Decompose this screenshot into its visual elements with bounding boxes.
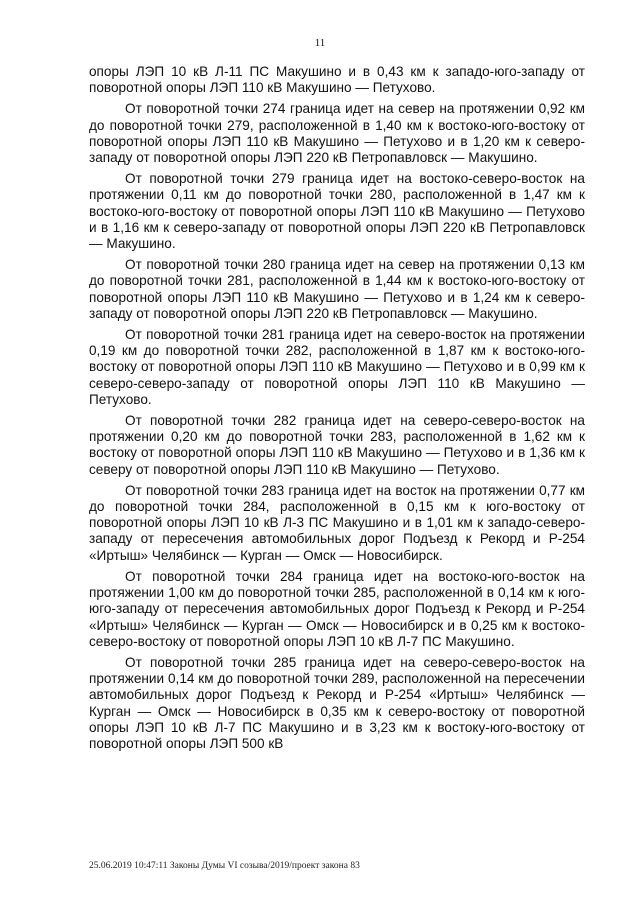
- paragraph: От поворотной точки 282 граница идет на северо-северо-восток на протяжении 0,20 км до поворотной точки 283, расположенной в 1,62 км к востоку от поворотной опоры ЛЭП 110 кВ Макушино — Петухово и в 1,36 км к северу от поворотной опоры ЛЭП 110 кВ Макушино — Петухово.: [89, 413, 585, 477]
- paragraph: От поворотной точки 274 граница идет на север на протяжении 0,92 км до поворотной точки 279, расположенной в 1,40 км к востоко-юго-востоку от поворотной опоры ЛЭП 110 кВ Макушино — Петухово и в 1,20 км к северо-западу от поворотной опоры ЛЭП 220 кВ Петропавловск — Макушино.: [89, 101, 585, 166]
- document-footer: 25.06.2019 10:47:11 Законы Думы VI созыва/2019/проект закона 83: [89, 861, 360, 871]
- paragraph: От поворотной точки 279 граница идет на востоко-северо-восток на протяжении 0,11 км до поворотной точки 280, расположенной в 1,47 км к востоко-юго-востоку от поворотной опоры ЛЭП 110 кВ Макушино — Петухово и в 1,16 км к северо-западу от поворотной опоры ЛЭП 220 кВ Петропавловск — Макушино.: [89, 171, 585, 252]
- paragraph: От поворотной точки 280 граница идет на север на протяжении 0,13 км до поворотной точки 281, расположенной в 1,44 км к востоко-юго-востоку от поворотной опоры ЛЭП 110 кВ Макушино — Петухово и в 1,24 км к северо-западу от поворотной опоры ЛЭП 220 кВ Петропавловск — Макушино.: [89, 257, 585, 321]
- paragraph: От поворотной точки 281 граница идет на северо-восток на протяжении 0,19 км до поворотной точки 282, расположенной в 1,87 км к востоко-юго-востоку от поворотной опоры ЛЭП 110 кВ Макушино — Петухово и в 0,99 км к северо-северо-западу от поворотной опоры ЛЭП 110 кВ Макушино — Петухово.: [89, 327, 585, 407]
- paragraph: От поворотной точки 285 граница идет на северо-северо-восток на протяжении 0,14 км до поворотной точки 289, расположенной на пересечении автомобильных дорог Подъезд к Рекорд и Р-254 «Иртыш» Челябинск — Курган — Омск — Новосибирск в 0,35 км к северо-востоку от поворотной опоры ЛЭП 10 кВ Л-7 ПС Макушино и в 3,23 км к востоку-юго-востоку от поворотной опоры ЛЭП 500 кВ: [89, 654, 585, 751]
- page-number: 11: [314, 37, 326, 49]
- document-body: [89, 64, 585, 757]
- paragraph: От поворотной точки 283 граница идет на восток на протяжении 0,77 км до поворотной точки 284, расположенной в 0,15 км к юго-востоку от поворотной опоры ЛЭП 10 кВ Л-3 ПС Макушино и в 1,01 км к западо-северо-западу от пересечения автомобильных дорог Подъезд к Рекорд и Р-254 «Иртыш» Челябинск — Курган — Омск — Новосибирск.: [89, 482, 585, 563]
- paragraph: От поворотной точки 284 граница идет на востоко-юго-восток на протяжении 1,00 км до поворотной точки 285, расположенной в 0,14 км к юго-юго-западу от пересечения автомобильных дорог Подъезд к Рекорд и Р-254 «Иртыш» Челябинск — Курган — Омск — Новосибирск и в 0,25 км к востоко-северо-востоку от поворотной опоры ЛЭП 10 кВ Л-7 ПС Макушино.: [89, 568, 585, 649]
- paragraph: опоры ЛЭП 10 кВ Л-11 ПС Макушино и в 0,43 км к западо-юго-западу от поворотной опоры ЛЭП 110 кВ Макушино — Петухово.: [89, 64, 585, 96]
